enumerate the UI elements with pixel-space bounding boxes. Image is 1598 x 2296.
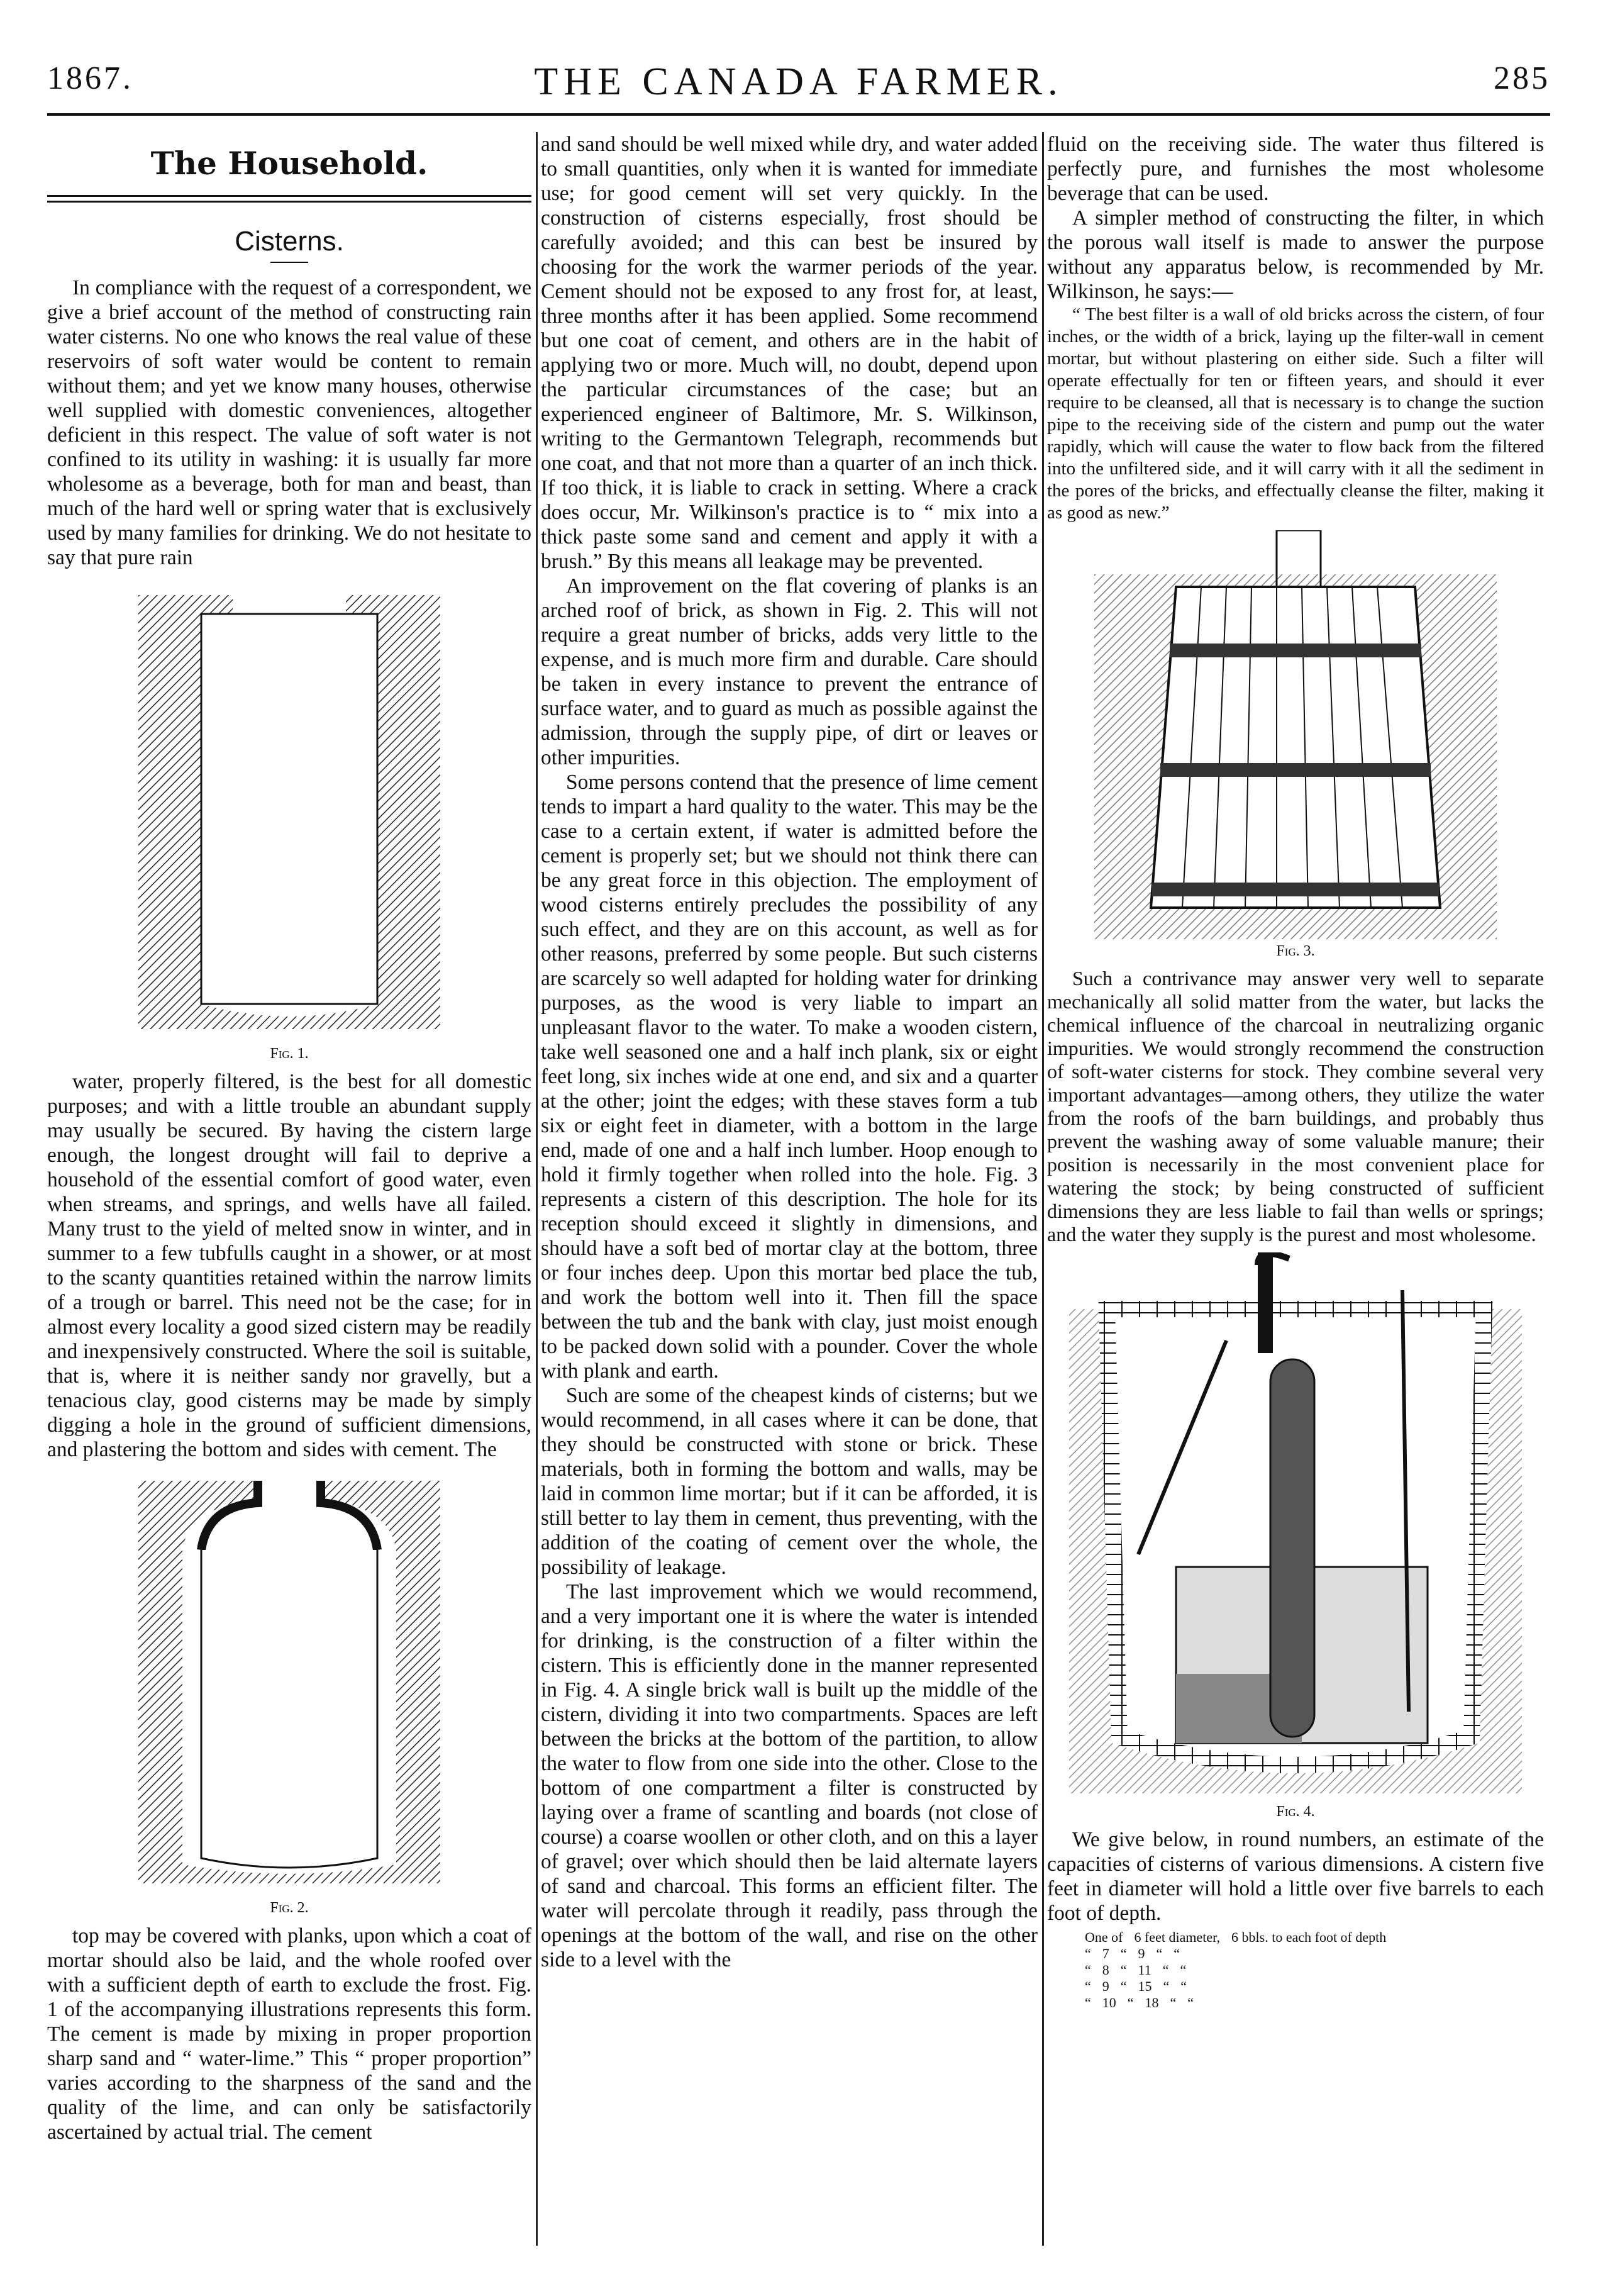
cistern-capacity-table: [1085, 1929, 1544, 2011]
paragraph: In compliance with the request of a correspondent, we give a brief account of the method of constructing rain water cisterns. No one who knows the real value of these reservoirs of soft water would be content to remain without them; and yet we know many houses, otherwise well supplied with domestic conveniences, altogether deficient in this respect. The value of soft water is not confined to its utility in washing: it is usually far more wholesome as a beverage, both for man and beast, than much of the hard well or spring water that is exclusively used by many families for drinking. We do not hesitate to say that pure rain: [47, 276, 531, 569]
figure-1-caption: Fig. 1.: [270, 1045, 309, 1062]
paragraph: We give below, in round numbers, an estimate of the capacities of cisterns of various dimensions. A cistern five feet in diameter will hold a little over five barrels to each foot of depth.: [1047, 1828, 1544, 1925]
paragraph: Such are some of the cheapest kinds of cisterns; but we would recommend, in all cases where it can be done, that they should be constructed with stone or brick. These materials, both in forming the bottom and walls, may be laid in common lime mortar; but if it can be afforded, it is still better to lay them in cement, thus preventing, with the addition of the coating of cement over the whole, the possibility of leakage.: [541, 1384, 1038, 1579]
column-rule-2: [1042, 132, 1044, 2246]
table-cell: 7: [1102, 1946, 1109, 1961]
table-cell: 15: [1138, 1978, 1152, 1994]
table-cell: 8: [1102, 1962, 1109, 1978]
table-cell: 10: [1102, 1995, 1116, 2010]
table-cell: “: [1120, 1978, 1127, 1994]
table-cell: “: [1187, 1995, 1194, 2010]
table-row: [1085, 1995, 1544, 2011]
table-cell: “: [1085, 1946, 1091, 1961]
paragraph: top may be covered with planks, upon which a coat of mortar should also be laid, and the whole roofed over with a sufficient depth of earth to exclude the frost. Fig. 1 of the accompanying illustrations represents this form. The cement is made by mixing in proper proportion sharp sand and “ water-lime.” This “ proper proportion” varies according to the sharpness of the sand and the quality of the lime, and can only be satisfactorily ascertained by actual trial. The cement: [47, 1924, 531, 2144]
header-rule: [47, 113, 1550, 116]
table-cell: “: [1162, 1962, 1169, 1978]
year: 1867.: [47, 60, 133, 96]
table-cell: “: [1170, 1995, 1177, 2010]
table-header-row: [1085, 1929, 1544, 1946]
table-cell: “: [1085, 1995, 1091, 2010]
figure-4-caption: Fig. 4.: [1276, 1803, 1315, 1820]
table-cell: 9: [1138, 1946, 1145, 1961]
masthead: [47, 60, 1550, 110]
column-3: [1047, 132, 1544, 2246]
table-cell: “: [1180, 1978, 1187, 1994]
article-title: Cisterns.: [235, 226, 344, 257]
paragraph: and sand should be well mixed while dry, and water added to small quantities, only when it is wanted for immediate use; for good cement will set very quickly. In the construction of cisterns especially, frost should be carefully avoided; and this can best be insured by choosing for the work the warmer periods of the year. Cement should not be exposed to any frost for, at least, three months after it has been applied. Some recommend but one coat of cement, and others are in the habit of applying two or more. Much will, no doubt, depend upon the particular circumstances of the case; but an experienced engineer of Baltimore, Mr. S. Wilkinson, writing to the Germantown Telegraph, recommends but one coat, and that not more than a quarter of an inch thick. If too thick, it is liable to crack in setting. Where a crack does occur, Mr. Wilkinson's practice is to “ mix into a thick paste some sand and cement and apply it with a brush.” By this means all leakage may be prevented.: [541, 133, 1038, 573]
section-rule: [47, 195, 531, 203]
figure-2-cistern-illustration: [113, 1468, 465, 1896]
table-cell: “: [1085, 1962, 1091, 1978]
paragraph: The last improvement which we would recommend, and a very important one it is where the water is intended for drinking, is the construction of a filter within the cistern. This is efficiently done in the manner represented in Fig. 4. A single brick wall is built up the middle of the cistern, dividing it into two compartments. Spaces are left between the bricks at the bottom of the partition, to allow the water to flow from one side into the other. Close to the bottom of one compartment a filter is constructed by laying over a frame of scantling and boards (not close of course) a coarse woollen or other cloth, and on this a layer of gravel; over which should then be laid alternate layers of sand and charcoal. This forms an efficient filter. The water will percolate through it readily, pass through the openings at the bottom of the wall, and rise on the other side to a level with the: [541, 1580, 1038, 1971]
section-heading: The Household.: [150, 145, 428, 182]
table-cell: 6 feet diameter,: [1134, 1929, 1221, 1945]
table-cell: “: [1180, 1962, 1187, 1978]
paragraph: Some persons contend that the presence of lime cement tends to impart a hard quality to the water. This may be the case to a certain extent, if water is admitted before the cement is properly set; but we should not think there can be any great force in this objection. The employment of wood cisterns entirely precludes the possibility of any such effect, and they are on this account, as well as for other reasons, preferred by some people. But such cisterns are scarcely so well adapted for holding water for drinking purposes, as the wood is very liable to impart an unpleasant flavor to the water. To make a wooden cistern, take well seasoned one and a half inch plank, six or eight feet long, six inches wide at one end, and six and a quarter at the other; joint the edges; with these staves form a tub six or eight feet in diameter, with a bottom in the large end, made of one and a half inch lumber. Hoop enough to hold it firmly together when rolled into the hole. Fig. 3 represents a cistern of this description. The hole for its reception should exceed it slightly in dimensions, and should have a soft bed of mortar clay at the bottom, three or four inches deep. Upon this mortar bed place the tub, and work the bottom well into it. Then fill the space between the tub and the bank with clay, just moist enough to be packed down solid with a pounder. Cover the whole with plank and earth.: [541, 771, 1038, 1383]
figure-2-caption: Fig. 2.: [270, 1900, 309, 1916]
table-cell: “: [1120, 1962, 1127, 1978]
title-rule: [270, 262, 308, 263]
figure-4-filtered-cistern-illustration: [1069, 1252, 1522, 1800]
table-row: [1085, 1962, 1544, 1978]
quotation: “ The best filter is a wall of old bricks across the cistern, of four inches, or the width of a brick, laying up the filter-wall in cement mortar, but without plastering on either side. Such a filter will operate effectually for ten or fifteen years, and should it ever require to be cleansed, all that is necessary is to change the suction pipe to the receiving side of the cistern and pump out the water rapidly, which will cause the water to flow back from the filtered into the unfiltered side, and it will carry with it all the sediment in the pores of the bricks, and effectually cleanse the filter, making it as good as new.”: [1047, 304, 1544, 523]
column-1: [47, 132, 531, 2246]
paragraph: Such a contrivance may answer very well to separate mechanically all solid matter from the water, but lacks the chemical influence of the charcoal in neutralizing organic impurities. We would strongly recommend the construction of soft-water cisterns for stock. They combine several very important advantages—among others, they utilize the water from the roofs of the barn buildings, and probably thus prevent the washing away of some valuable manure; their position is necessarily in the most convenient place for watering the stock; by being constructed of sufficient dimensions they are less liable to fail than wells or springs; and the water they supply is the purest and most wholesome.: [1047, 967, 1544, 1246]
table-cell: “: [1156, 1946, 1163, 1961]
table-cell: 9: [1102, 1978, 1109, 1994]
table-cell: 11: [1138, 1962, 1151, 1978]
paragraph: water, properly filtered, is the best for all domestic purposes; and with a little trouble an abundant supply may usually be secured. By having the cistern large enough, the longest drought will fail to deprive a household of the essential comfort of good water, even when streams, and springs, and wells have all failed. Many trust to the yield of melted snow in winter, and in summer to a few tubfulls caught in a shower, or at most to the scanty quantities retained within the narrow limits of a trough or barrel. This need not be the case; for in almost every locality a good sized cistern may be readily and inexpensively constructed. Where the soil is suitable, that is, where it is neither sandy nor gravelly, but a tenacious clay, good cisterns may be made by simply digging a hole in the ground of sufficient dimensions, and plastering the bottom and sides with cement. The: [47, 1070, 531, 1461]
figure-3-caption: Fig. 3.: [1276, 943, 1315, 959]
table-cell: “: [1085, 1978, 1091, 1994]
paragraph: A simpler method of constructing the filter, in which the porous wall itself is made to answer the purpose without any apparatus below, is recommended by Mr. Wilkinson, he says:—: [1047, 206, 1544, 303]
column-rule-1: [536, 132, 538, 2246]
page-number: 285: [1494, 60, 1550, 96]
table-row: [1085, 1978, 1544, 1995]
table-cell: “: [1174, 1946, 1180, 1961]
figure-1-cistern-illustration: [113, 576, 465, 1042]
table-cell: One of: [1085, 1929, 1123, 1945]
table-cell: “: [1120, 1946, 1127, 1961]
table-cell: “: [1163, 1978, 1170, 1994]
table-row: [1085, 1946, 1544, 1962]
paragraph: fluid on the receiving side. The water thus filtered is perfectly pure, and furnishes the most wholesome beverage that can be used.: [1047, 133, 1544, 205]
publication-title: THE CANADA FARMER.: [534, 60, 1063, 103]
column-2: [541, 132, 1038, 2246]
table-cell: “: [1127, 1995, 1134, 2010]
paragraph: An improvement on the flat covering of planks is an arched roof of brick, as shown in Fig. 2. This will not require a great number of bricks, adds very little to the expense, and is much more firm and durable. Care should be taken in every instance to prevent the entrance of surface water, and to guard as much as possible against the admission, through the supply pipe, of dirt or leaves or other impurities.: [541, 574, 1038, 769]
table-cell: 6 bbls. to each foot of depth: [1231, 1929, 1387, 1945]
table-cell: 18: [1145, 1995, 1159, 2010]
figure-3-wooden-cistern-illustration: [1094, 530, 1497, 939]
